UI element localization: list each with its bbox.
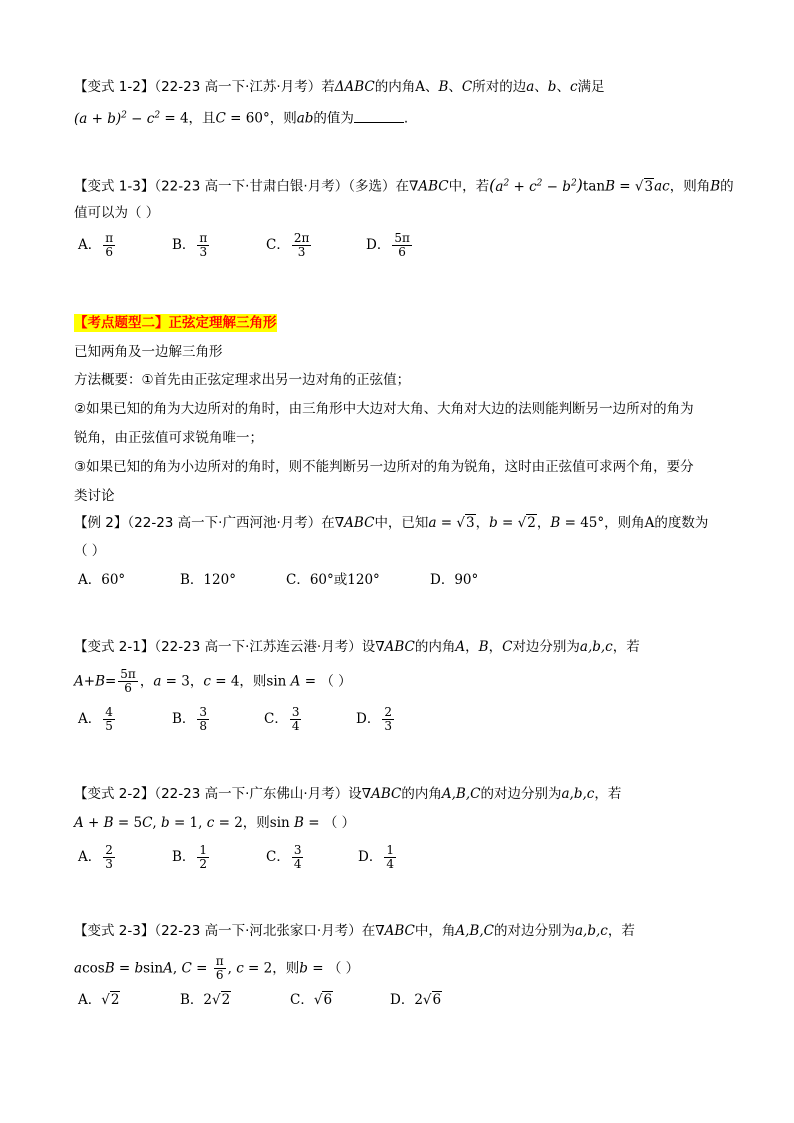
q22-option-c[interactable]: C． $\frac{3}{4}$ [266, 843, 302, 871]
ex2-option-a[interactable]: A．60° [78, 572, 126, 588]
q21-option-d[interactable]: D． $\frac{2}{3}$ [356, 705, 392, 733]
q21-line1: 【变式 2-1】（22-23 高一下·江苏连云港·月考）设∇ABC的内角A，B，C对边分别为a,b,c，若 [74, 639, 640, 655]
q23-option-d[interactable]: D．2√6 [390, 992, 442, 1008]
ex2-line1: 【例 2】（22-23 高一下·广西河池·月考）在∇ABC中，已知a = √3，b = √2，B = 45°，则角A的度数为 [74, 515, 709, 531]
q22-option-a[interactable]: A． $\frac{2}{3}$ [78, 843, 113, 871]
section-subtitle: 已知两角及一边解三角形 [74, 344, 223, 360]
q22-line2: A + B = 5C, b = 1, c = 2，则sin B = （ ） [74, 815, 356, 831]
q22-line1: 【变式 2-2】（22-23 高一下·广东佛山·月考）设∇ABC的内角A,B,C的对边分别为a,b,c，若 [74, 786, 622, 802]
ex2-option-d[interactable]: D．90° [430, 572, 479, 588]
q12-line2: $(a + b)^2 - c^2 = 4$，且C = 60°，则ab的值为 . [74, 110, 409, 127]
section-title: 【考点题型二】正弦定理解三角形 [74, 315, 277, 331]
method-line-2b: 锐角，由正弦值可求锐角唯一； [74, 430, 263, 446]
q12-line1: 【变式 1-2】（22-23 高一下·江苏·月考）若ΔABC的内角A、B、C所对的边a、b、c满足 [74, 79, 605, 95]
q13-option-a[interactable]: A． $\frac{\pi}{6}$ [78, 231, 114, 259]
q13-option-c[interactable]: C． $\frac{2\pi}{3}$ [266, 231, 310, 259]
q23-line1: 【变式 2-3】（22-23 高一下·河北张家口·月考）在∇ABC中，角A,B,C的对边分别为a,b,c，若 [74, 923, 635, 939]
method-line-2a: ②如果已知的角为大边所对的角时，由三角形中大边对大角、大角对大边的法则能判断另一边所对的角为 [74, 401, 694, 417]
q23-line2: acosB = bsinA, C = $\frac{\pi}{6}$ , c = 2，则b = （ ） [74, 954, 360, 982]
method-line-1: 方法概要：①首先由正弦定理求出另一边对角的正弦值； [74, 372, 411, 388]
ex2-line2: （ ） [74, 543, 106, 559]
q22-option-d[interactable]: D． $\frac{1}{4}$ [358, 843, 394, 871]
q23-option-a[interactable]: A．√2 [78, 992, 120, 1008]
q21-option-a[interactable]: A． $\frac{4}{5}$ [78, 705, 113, 733]
ex2-option-c[interactable]: C．60°或120° [286, 572, 380, 588]
q13-line1: 【变式 1-3】（22-23 高一下·甘肃白银·月考）（多选）在∇ABC中，若$(a^2 + c^2 - b^2)\tan B = √3ac$，则角B的 [74, 175, 734, 195]
method-line-3a: ③如果已知的角为小边所对的角时，则不能判断另一边所对的角为锐角，这时由正弦值可求两个角，要分 [74, 459, 694, 475]
q23-option-b[interactable]: B．2√2 [180, 992, 231, 1008]
q21-line2: A+B= $\frac{5\pi}{6}$ ，a = 3，c = 4，则sin A = （ ） [74, 667, 352, 695]
answer-blank [354, 110, 404, 123]
method-line-3b: 类讨论 [74, 488, 115, 504]
q23-option-c[interactable]: C．√6 [290, 992, 333, 1008]
ex2-option-b[interactable]: B．120° [180, 572, 236, 588]
q13-option-d[interactable]: D． $\frac{5\pi}{6}$ [366, 231, 410, 259]
q21-option-c[interactable]: C． $\frac{3}{4}$ [264, 705, 300, 733]
q13-line2: 值可以为（ ） [74, 205, 160, 221]
q22-option-b[interactable]: B． $\frac{1}{2}$ [172, 843, 208, 871]
q13-option-b[interactable]: B． $\frac{\pi}{3}$ [172, 231, 208, 259]
q21-option-b[interactable]: B． $\frac{3}{8}$ [172, 705, 208, 733]
